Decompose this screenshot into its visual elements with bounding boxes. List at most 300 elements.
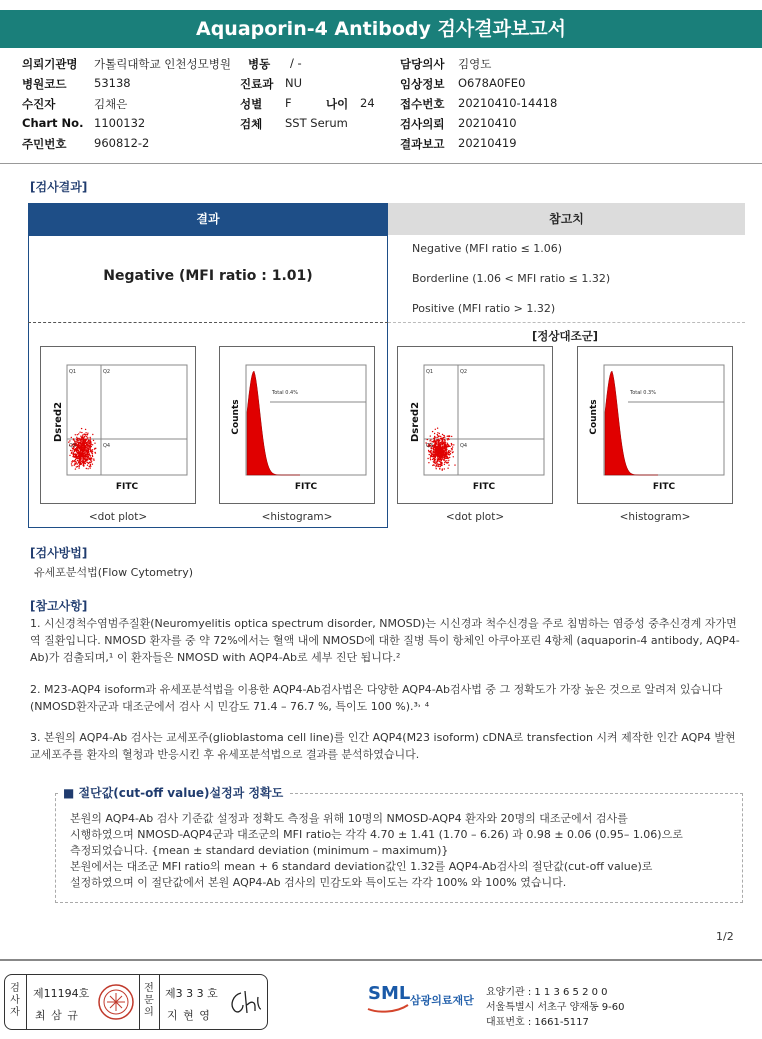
- event-dot: [76, 452, 77, 453]
- notes-heading: [참고사항]: [30, 599, 88, 613]
- event-dot: [438, 458, 439, 459]
- event-dot: [89, 441, 90, 442]
- event-dot: [87, 446, 88, 447]
- event-dot: [434, 465, 435, 466]
- event-dot: [78, 440, 79, 441]
- event-dot: [85, 434, 86, 435]
- event-dot: [442, 457, 443, 458]
- event-dot: [71, 463, 72, 464]
- event-dot: [76, 462, 77, 463]
- event-dot: [83, 440, 84, 441]
- event-dot: [451, 448, 452, 449]
- patient-histogram-svg: [220, 347, 374, 503]
- event-dot: [427, 439, 428, 440]
- event-dot: [92, 451, 93, 452]
- receipt-value: 20210410-14418: [458, 96, 558, 110]
- report-date-value: 20210419: [458, 136, 517, 150]
- event-dot: [444, 457, 445, 458]
- event-dot: [437, 460, 438, 461]
- event-dot: [92, 464, 93, 465]
- event-dot: [440, 461, 441, 462]
- event-dot: [77, 463, 78, 464]
- event-dot: [439, 468, 440, 469]
- event-dot: [77, 453, 78, 454]
- event-dot: [452, 446, 453, 447]
- event-dot: [81, 454, 82, 455]
- event-dot: [446, 456, 447, 457]
- event-dot: [437, 457, 438, 458]
- event-dot: [434, 445, 435, 446]
- event-dot: [444, 459, 445, 460]
- event-dot: [449, 452, 450, 453]
- event-dot: [72, 456, 73, 457]
- event-dot: [443, 448, 444, 449]
- event-dot: [79, 432, 80, 433]
- patient-total-label: Total 0.4%: [272, 390, 298, 396]
- method-heading: [검사방법]: [30, 546, 88, 560]
- event-dot: [78, 465, 79, 466]
- org-code: 요양기관 : 1 1 3 6 5 2 0 0: [486, 987, 608, 998]
- event-dot: [78, 457, 79, 458]
- event-dot: [80, 436, 81, 437]
- hist-y-label: Counts: [589, 399, 599, 435]
- control-histogram-curve: [605, 371, 658, 475]
- foundation-name: 삼광의료재단: [410, 994, 474, 1007]
- event-dot: [88, 445, 89, 446]
- event-dot: [442, 470, 443, 471]
- event-dot: [76, 440, 77, 441]
- examiner-license: 제11194호: [33, 987, 90, 1000]
- event-dot: [432, 431, 433, 432]
- event-dot: [454, 464, 455, 465]
- event-dot: [432, 459, 433, 460]
- event-dot: [75, 461, 76, 462]
- ward-label: 병동: [248, 57, 271, 71]
- event-dot: [81, 444, 82, 445]
- event-dot: [438, 443, 439, 444]
- event-dot: [448, 450, 449, 451]
- event-dot: [77, 460, 78, 461]
- event-dot: [86, 450, 87, 451]
- event-dot: [90, 455, 91, 456]
- event-dot: [76, 448, 77, 449]
- event-dot: [438, 455, 439, 456]
- event-dot: [83, 441, 84, 442]
- event-dot: [447, 443, 448, 444]
- event-dot: [449, 457, 450, 458]
- event-dot: [74, 463, 75, 464]
- event-dot: [91, 446, 92, 447]
- event-dot: [435, 454, 436, 455]
- q2-label: Q2: [103, 369, 111, 375]
- event-dot: [433, 438, 434, 439]
- cutoff-heading: ■ 절단값(cut-off value)설정과 정확도: [58, 784, 288, 801]
- event-dot: [82, 435, 83, 436]
- age-value: 24: [360, 96, 375, 110]
- event-dot: [92, 449, 93, 450]
- event-dot: [85, 447, 86, 448]
- reference-divider: [388, 322, 745, 323]
- event-dot: [80, 450, 81, 451]
- event-dot: [92, 444, 93, 445]
- signature-box: [4, 974, 268, 1030]
- event-dot: [87, 433, 88, 434]
- note-1: 1. 시신경척수염범주질환(Neuromyelitis optica spectrum disorder, NMOSD)는 시신경과 척수신경을 주로 침범하는 염증성 중추신경계 자가면역 질환입니다. NMOSD 환자를 중 약 72%에서는 혈액 내에 NMOSD에 대한 질병 특이 항체인 아쿠아포린 4항체 (aquaporin-4 antibody, AQP4-Ab)가 검출되며,¹ 이 환자들은 NMOSD with AQP4-Ab로 세부 진단 됩니다.²: [30, 617, 740, 664]
- event-dot: [85, 455, 86, 456]
- event-dot: [78, 433, 79, 434]
- footer-divider: [0, 959, 762, 961]
- event-dot: [451, 436, 452, 437]
- event-dot: [85, 429, 86, 430]
- resident-label: 주민번호: [22, 137, 67, 151]
- event-dot: [440, 447, 441, 448]
- event-dot: [433, 455, 434, 456]
- event-dot: [434, 462, 435, 463]
- q4-label: Q4: [460, 443, 468, 449]
- event-dot: [79, 438, 80, 439]
- event-dot: [448, 436, 449, 437]
- event-dot: [87, 453, 88, 454]
- event-dot: [443, 452, 444, 453]
- event-dot: [439, 464, 440, 465]
- event-dot: [90, 464, 91, 465]
- event-dot: [442, 444, 443, 445]
- event-dot: [89, 466, 90, 467]
- event-dot: [448, 446, 449, 447]
- event-dot: [435, 457, 436, 458]
- event-dot: [90, 442, 91, 443]
- doctor-label: 담당의사: [400, 57, 445, 71]
- event-dot: [90, 467, 91, 468]
- reference-negative: Negative (MFI ratio ≤ 1.06): [412, 242, 563, 255]
- specialist-license: 제3 3 3 호: [165, 987, 218, 1000]
- chart-value: 1100132: [94, 116, 146, 130]
- event-dot: [439, 461, 440, 462]
- cutoff-text: [70, 811, 735, 891]
- patient-value: 김채은: [94, 97, 128, 111]
- event-dot: [436, 463, 437, 464]
- event-dot: [430, 452, 431, 453]
- clinical-label: 임상정보: [400, 77, 445, 91]
- event-dot: [442, 462, 443, 463]
- event-dot: [449, 446, 450, 447]
- method-text: 유세포분석법(Flow Cytometry): [34, 566, 194, 579]
- event-dot: [446, 460, 447, 461]
- event-dot: [441, 454, 442, 455]
- event-dot: [428, 462, 429, 463]
- event-dot: [435, 452, 436, 453]
- patient-histogram: [219, 346, 375, 504]
- q3-label: Q3: [426, 443, 434, 449]
- event-dot: [75, 459, 76, 460]
- event-dot: [74, 454, 75, 455]
- request-value: 20210410: [458, 116, 517, 130]
- request-label: 검사의뢰: [400, 117, 445, 131]
- dot-y-label: Dsred2: [410, 401, 421, 443]
- event-dot: [76, 466, 77, 467]
- event-dot: [93, 440, 94, 441]
- event-dot: [77, 434, 78, 435]
- institution-label: 의뢰기관명: [22, 57, 78, 71]
- event-dot: [78, 451, 79, 452]
- event-dot: [71, 461, 72, 462]
- event-dot: [447, 468, 448, 469]
- dot-x-label: FITC: [115, 482, 139, 492]
- event-dot: [433, 451, 434, 452]
- event-dot: [92, 453, 93, 454]
- event-dot: [444, 437, 445, 438]
- control-dot-plot: [397, 346, 553, 504]
- event-dot: [86, 468, 87, 469]
- event-dot: [79, 455, 80, 456]
- event-dot: [439, 448, 440, 449]
- event-dot: [435, 437, 436, 438]
- event-dot: [93, 458, 94, 459]
- event-dot: [90, 451, 91, 452]
- event-dot: [440, 442, 441, 443]
- event-dot: [77, 466, 78, 467]
- event-dot: [75, 456, 76, 457]
- event-dot: [430, 450, 431, 451]
- control-histogram: [577, 346, 733, 504]
- event-dot: [85, 456, 86, 457]
- dot-y-label: Dsred2: [53, 401, 64, 443]
- event-dot: [89, 461, 90, 462]
- event-dot: [92, 455, 93, 456]
- event-dot: [83, 459, 84, 460]
- event-dot: [440, 452, 441, 453]
- org-address: 서울특별시 서초구 양재동 9-60: [486, 1002, 625, 1013]
- event-dot: [87, 448, 88, 449]
- event-dot: [82, 447, 83, 448]
- event-dot: [78, 441, 79, 442]
- resident-value: 960812-2: [94, 136, 150, 150]
- event-dot: [87, 468, 88, 469]
- event-dot: [445, 447, 446, 448]
- event-dot: [76, 454, 77, 455]
- event-dot: [427, 458, 428, 459]
- event-dot: [436, 464, 437, 465]
- dept-label: 진료과: [240, 77, 274, 91]
- cutoff-line: 시행하였으며 NMOSD-AQP4군과 대조군의 MFI ratio는 각각 4.70 ± 1.41 (1.70 – 6.26) 과 0.98 ± 0.06 (0.95– 1.06)으로: [70, 828, 683, 841]
- event-dot: [90, 438, 91, 439]
- event-dot: [76, 451, 77, 452]
- event-dot: [88, 449, 89, 450]
- event-dot: [82, 456, 83, 457]
- event-dot: [81, 432, 82, 433]
- event-dot: [434, 447, 435, 448]
- event-dot: [428, 450, 429, 451]
- patient-dot-plot-svg: [41, 347, 195, 503]
- event-dot: [86, 443, 87, 444]
- event-dot: [440, 456, 441, 457]
- event-dot: [437, 437, 438, 438]
- control-dot-caption: <dot plot>: [445, 511, 505, 523]
- specialist-signature-icon: [227, 987, 263, 1019]
- event-dot: [434, 451, 435, 452]
- event-dot: [81, 448, 82, 449]
- patient-dot-plot: [40, 346, 196, 504]
- event-dot: [443, 442, 444, 443]
- clinical-value: O678A0FE0: [458, 76, 526, 90]
- event-dot: [82, 462, 83, 463]
- event-dot: [88, 440, 89, 441]
- sex-value: F: [285, 96, 292, 110]
- event-dot: [75, 455, 76, 456]
- note-2: 2. M23-AQP4 isoform과 유세포분석법을 이용한 AQP4-Ab검사법은 다양한 AQP4-Ab검사법 중 그 정확도가 가장 높은 것으로 알려져 있습니다(NMOSD환자군과 대조군에서 검사 시 민감도 71.4 – 76.7 %, 특이도 100 %).³˒ ⁴: [30, 683, 723, 713]
- event-dot: [90, 448, 91, 449]
- event-dot: [69, 455, 70, 456]
- event-dot: [438, 449, 439, 450]
- receipt-label: 접수번호: [400, 97, 445, 111]
- event-dot: [438, 448, 439, 449]
- event-dot: [441, 449, 442, 450]
- event-dot: [73, 439, 74, 440]
- q4-label: Q4: [103, 443, 111, 449]
- event-dot: [90, 450, 91, 451]
- event-dot: [81, 438, 82, 439]
- event-dot: [75, 468, 76, 469]
- event-dot: [435, 429, 436, 430]
- event-dot: [428, 451, 429, 452]
- specialist-label: 전문의: [144, 983, 154, 1018]
- event-dot: [79, 439, 80, 440]
- event-dot: [91, 444, 92, 445]
- event-dot: [75, 434, 76, 435]
- event-dot: [445, 461, 446, 462]
- event-dot: [429, 454, 430, 455]
- event-dot: [439, 440, 440, 441]
- event-dot: [444, 464, 445, 465]
- event-dot: [90, 460, 91, 461]
- event-dot: [444, 468, 445, 469]
- event-dot: [434, 460, 435, 461]
- event-dot: [445, 453, 446, 454]
- event-dot: [443, 437, 444, 438]
- result-divider: [28, 322, 388, 323]
- sml-logo: SML: [368, 983, 411, 1004]
- event-dot: [437, 432, 438, 433]
- event-dot: [437, 452, 438, 453]
- event-dot: [433, 456, 434, 457]
- q1-label: Q1: [426, 369, 434, 375]
- event-dot: [89, 459, 90, 460]
- event-dot: [76, 438, 77, 439]
- event-dot: [442, 440, 443, 441]
- event-dot: [86, 436, 87, 437]
- event-dot: [446, 455, 447, 456]
- event-dot: [83, 448, 84, 449]
- event-dot: [441, 439, 442, 440]
- hospital-code-value: 53138: [94, 76, 131, 90]
- event-dot: [437, 463, 438, 464]
- event-dot: [442, 446, 443, 447]
- event-dot: [79, 459, 80, 460]
- q1-label: Q1: [69, 369, 77, 375]
- control-label: [정상대조군]: [532, 329, 599, 343]
- event-dot: [71, 437, 72, 438]
- result-header: 결과: [28, 203, 388, 235]
- event-dot: [441, 459, 442, 460]
- specialist-name: 지 현 영: [167, 1009, 211, 1022]
- event-dot: [438, 466, 439, 467]
- event-dot: [442, 455, 443, 456]
- examiner-name: 최 삼 규: [35, 1009, 79, 1022]
- hospital-code-label: 병원코드: [22, 77, 67, 91]
- event-dot: [85, 445, 86, 446]
- event-dot: [94, 448, 95, 449]
- event-dot: [435, 441, 436, 442]
- event-dot: [445, 449, 446, 450]
- event-dot: [71, 452, 72, 453]
- event-dot: [440, 446, 441, 447]
- event-dot: [438, 439, 439, 440]
- event-dot: [447, 436, 448, 437]
- event-dot: [80, 452, 81, 453]
- event-dot: [437, 428, 438, 429]
- event-dot: [85, 459, 86, 460]
- event-dot: [447, 444, 448, 445]
- patient-info: [22, 56, 742, 156]
- event-dot: [430, 457, 431, 458]
- event-dot: [453, 444, 454, 445]
- event-dot: [439, 436, 440, 437]
- doctor-value: 김영도: [458, 57, 492, 71]
- event-dot: [439, 457, 440, 458]
- event-dot: [436, 468, 437, 469]
- cutoff-line: 측정되었습니다. {mean ± standard deviation (minimum – maximum)}: [70, 844, 449, 857]
- event-dot: [439, 459, 440, 460]
- patient-label: 수진자: [22, 97, 56, 111]
- result-value: Negative (MFI ratio : 1.01): [103, 268, 313, 284]
- cutoff-line: 본원의 AQP4-Ab 검사 기준값 설정과 정확도 측정을 위해 10명의 NMOSD-AQP4 환자와 20명의 대조군에서 검사를: [70, 812, 628, 825]
- event-dot: [86, 461, 87, 462]
- results-heading: [검사결과]: [30, 180, 88, 194]
- event-dot: [445, 455, 446, 456]
- event-dot: [430, 459, 431, 460]
- event-dot: [448, 460, 449, 461]
- event-dot: [87, 445, 88, 446]
- event-dot: [84, 453, 85, 454]
- event-dot: [434, 441, 435, 442]
- org-phone: 대표번호 : 1661-5117: [486, 1017, 589, 1028]
- event-dot: [435, 455, 436, 456]
- reference-header: 참고치: [388, 203, 745, 235]
- event-dot: [75, 449, 76, 450]
- patient-histogram-curve: [247, 371, 300, 475]
- event-dot: [441, 465, 442, 466]
- event-dot: [85, 460, 86, 461]
- header-divider: [0, 163, 762, 164]
- event-dot: [449, 454, 450, 455]
- event-dot: [444, 441, 445, 442]
- control-hist-caption: <histogram>: [619, 511, 691, 523]
- event-dot: [436, 444, 437, 445]
- event-dot: [439, 433, 440, 434]
- cutoff-line: 설정하였으며 이 절단값에서 본원 AQP4-Ab 검사의 민감도와 특이도는 각각 100% 와 100% 였습니다.: [70, 876, 567, 889]
- event-dot: [444, 442, 445, 443]
- event-dot: [71, 465, 72, 466]
- event-dot: [80, 443, 81, 444]
- patient-dot-caption: <dot plot>: [88, 511, 148, 523]
- control-histogram-svg: [578, 347, 732, 503]
- event-dot: [88, 442, 89, 443]
- cutoff-line: 본원에서는 대조군 MFI ratio의 mean + 6 standard deviation값인 1.32를 AQP4-Ab검사의 절단값(cut-off value)로: [70, 860, 653, 873]
- event-dot: [434, 433, 435, 434]
- event-dot: [84, 436, 85, 437]
- event-dot: [95, 452, 96, 453]
- event-dot: [81, 428, 82, 429]
